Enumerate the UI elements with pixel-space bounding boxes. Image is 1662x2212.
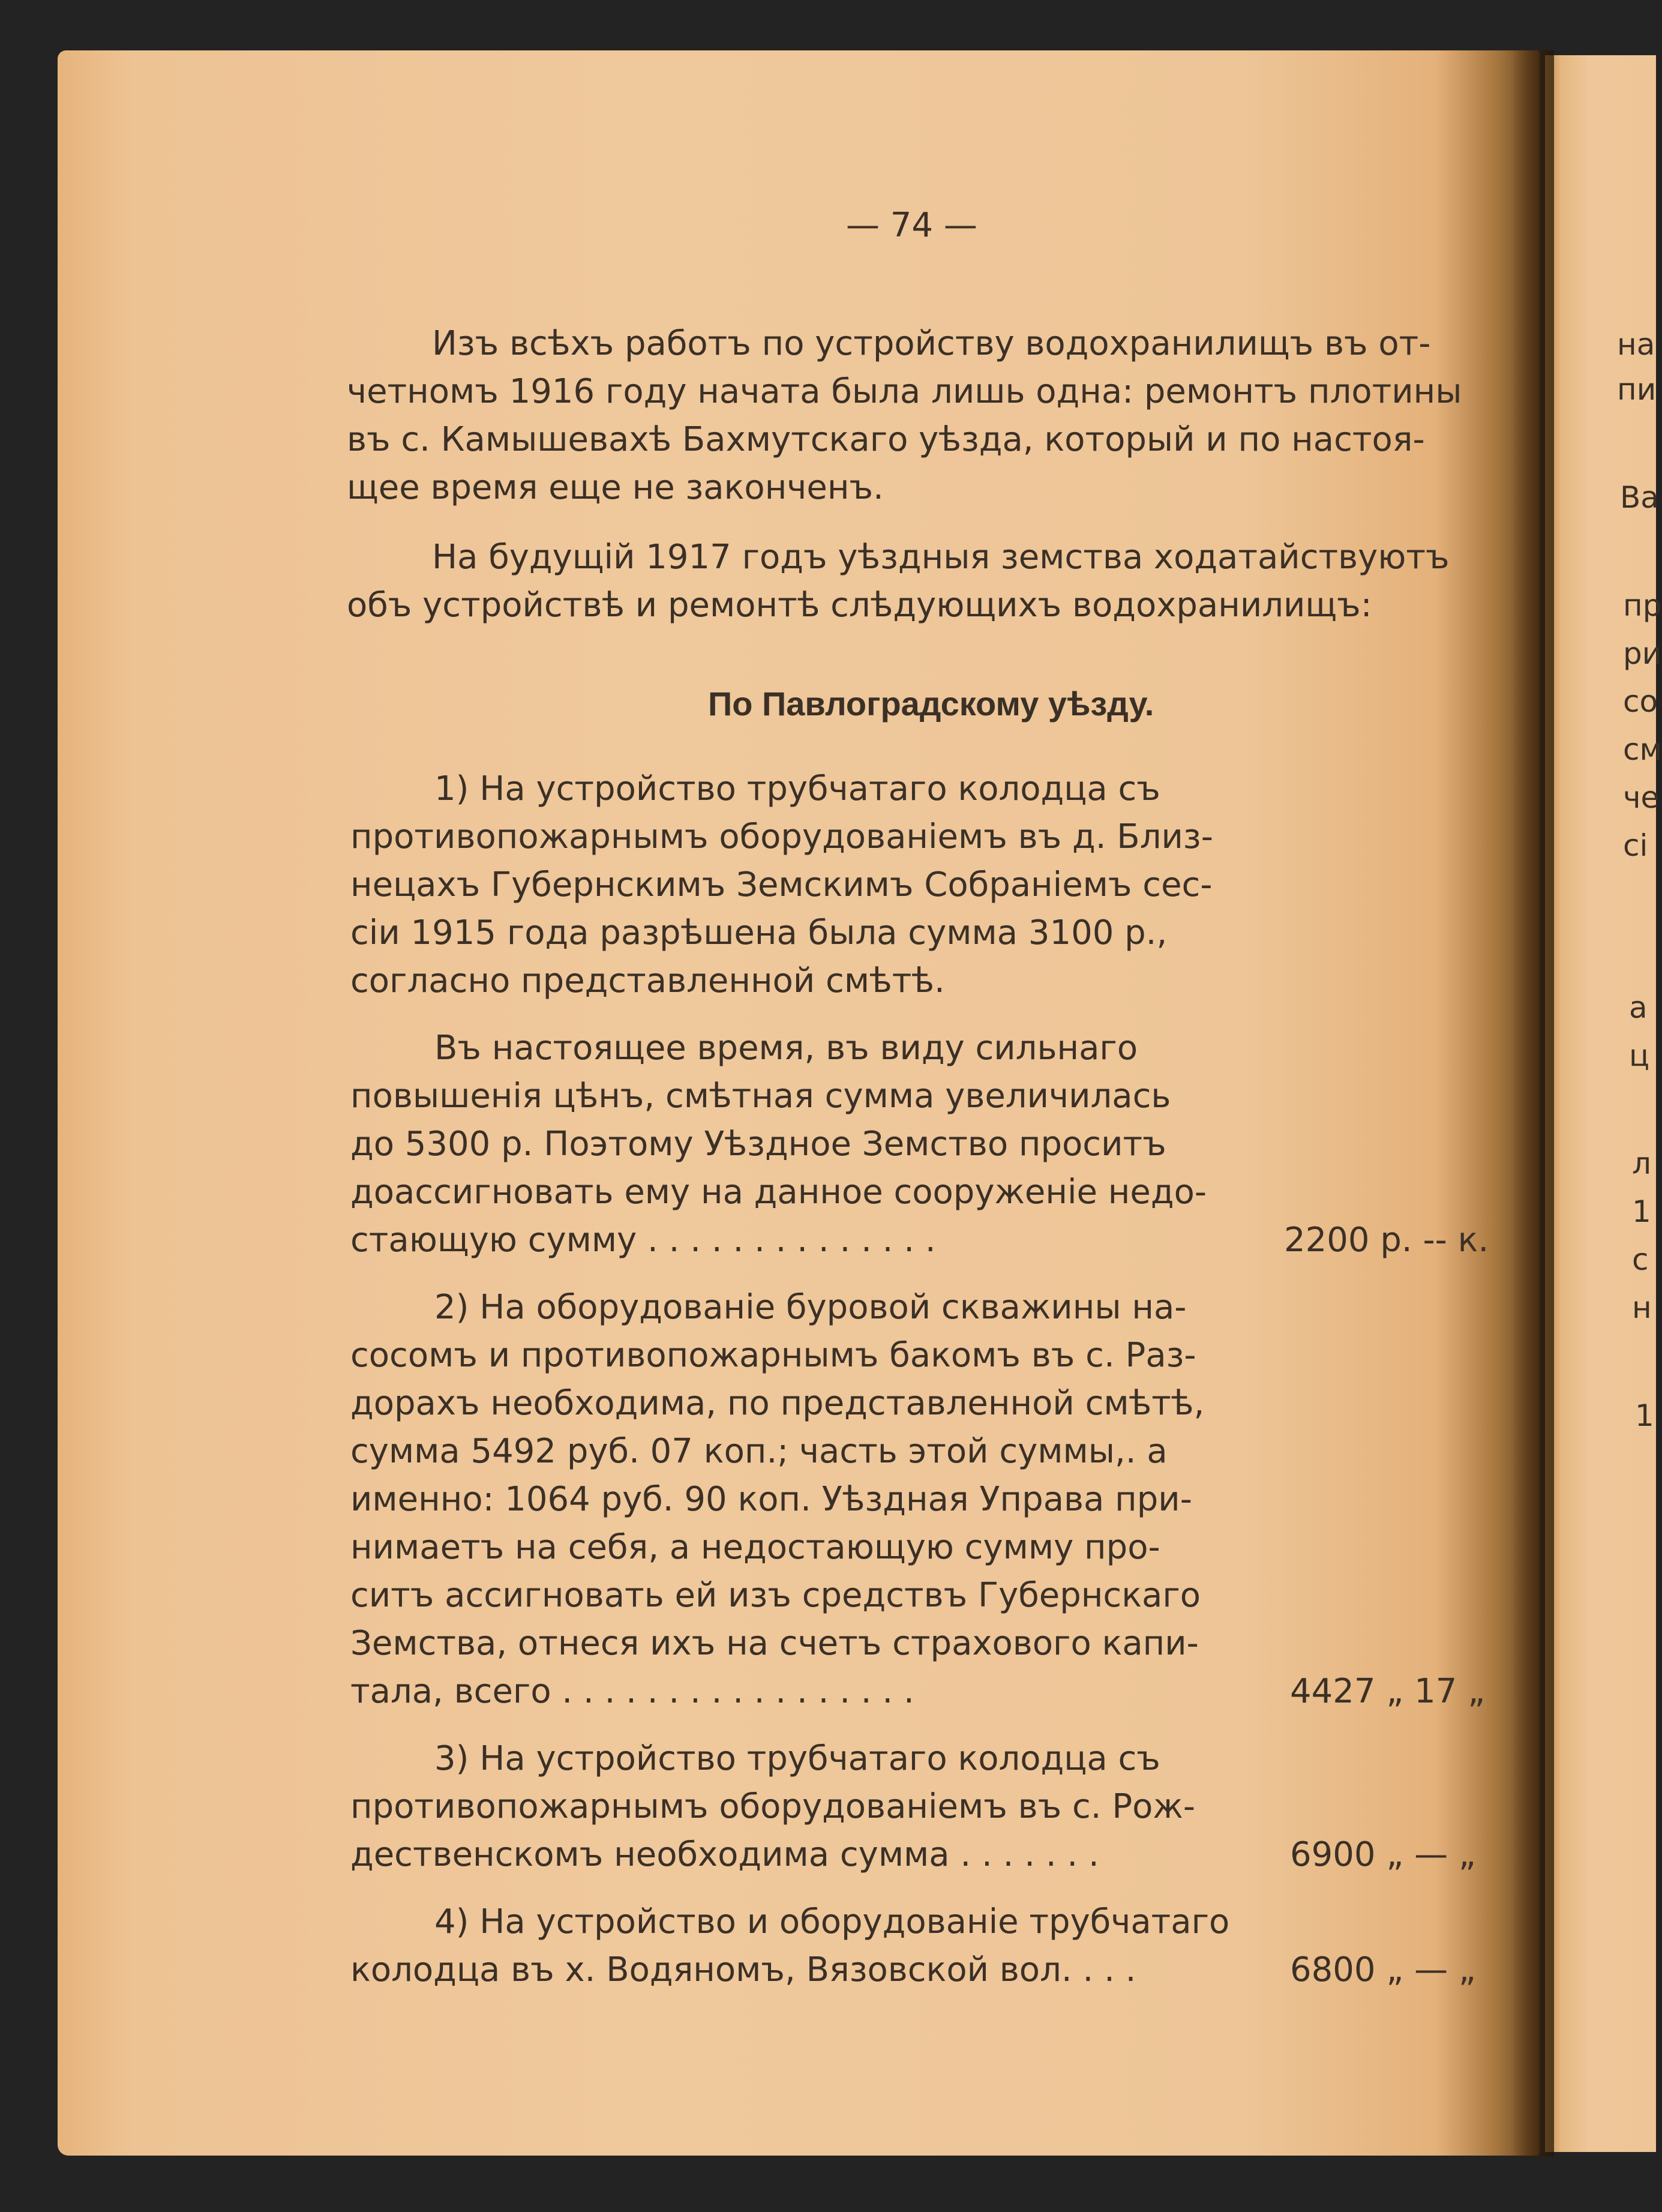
item4-line-2: колодца въ х. Водяномъ, Вязовской вол. . . .: [350, 1950, 1136, 1989]
right-page-edge: [1545, 55, 1656, 2152]
item1b-line-2: повышенія цѣнъ, смѣтная сумма увеличилась: [350, 1077, 1171, 1116]
item1-line-2: противопожарнымъ оборудованіемъ въ д. Близ-: [350, 817, 1213, 856]
item2-line-4: сумма 5492 руб. 07 коп.; часть этой суммы,. а: [350, 1432, 1168, 1471]
page-number: — 74 —: [846, 206, 977, 245]
page-gutter-shadow: [1512, 50, 1554, 2157]
right-page-fragment: Ва: [1620, 480, 1659, 515]
item2-line-9: тала, всего . . . . . . . . . . . . . . . . .: [350, 1672, 914, 1711]
item1b-line-1: Въ настоящее время, въ виду сильнаго: [434, 1029, 1138, 1068]
right-page-fragment: пи: [1617, 372, 1657, 407]
item2-line-2: сосомъ и противопожарнымъ бакомъ въ с. Раз-: [350, 1336, 1196, 1375]
item1-amount: 2200 р. -- к.: [1284, 1221, 1489, 1260]
item3-line-3: дественскомъ необходима сумма . . . . . . .: [350, 1835, 1099, 1874]
item4-line-1: 4) На устройство и оборудованіе трубчатаго: [434, 1902, 1230, 1941]
right-page-fragment: с: [1632, 1242, 1649, 1277]
right-page-fragment: 1: [1632, 1194, 1651, 1229]
item2-line-5: именно: 1064 руб. 90 коп. Уѣздная Управа при-: [350, 1480, 1192, 1519]
item3-line-1: 3) На устройство трубчатаго колодца съ: [434, 1739, 1160, 1778]
para1-line-1: Изъ всѣхъ работъ по устройству водохранилищъ въ от-: [432, 324, 1431, 363]
item3-amount: 6900 „ — „: [1290, 1835, 1476, 1874]
item1b-line-4: доассигновать ему на данное сооруженіе недо-: [350, 1173, 1207, 1212]
item1b-line-3: до 5300 р. Поэтому Уѣздное Земство проситъ: [350, 1125, 1166, 1164]
item4-amount: 6800 „ — „: [1290, 1950, 1476, 1989]
right-page-fragment: н: [1632, 1290, 1652, 1325]
right-page-fragment: со: [1623, 684, 1658, 719]
right-page-fragment: сі: [1623, 828, 1648, 863]
para2-line-1: На будущій 1917 годъ уѣздныя земства ходатайствуютъ: [432, 538, 1450, 577]
right-page-fragment: см: [1623, 732, 1662, 767]
item2-line-6: нимаетъ на себя, а недостающую сумму про-: [350, 1528, 1160, 1567]
item1-line-3: нецахъ Губернскимъ Земскимъ Собраніемъ сес-: [350, 865, 1213, 904]
right-page-fragment: че: [1623, 780, 1660, 815]
section-heading: По Павлоградскому уѣзду.: [708, 685, 1154, 723]
item1-line-1: 1) На устройство трубчатаго колодца съ: [434, 769, 1160, 808]
para1-line-4: щее время еще не законченъ.: [347, 468, 884, 507]
right-page-fragment: на: [1617, 327, 1655, 362]
item3-line-2: противопожарнымъ оборудованіемъ въ с. Рож-: [350, 1787, 1196, 1826]
item2-line-8: Земства, отнеся ихъ на счетъ страхового капи-: [350, 1624, 1199, 1663]
right-page-fragment: л: [1632, 1146, 1651, 1181]
right-page-fragment: ри: [1623, 636, 1662, 671]
para1-line-2: четномъ 1916 году начата была лишь одна: ремонтъ плотины: [347, 372, 1462, 411]
item1-line-4: сіи 1915 года разрѣшена была сумма 3100 р.,: [350, 913, 1168, 952]
para1-line-3: въ с. Камышевахѣ Бахмутскаго уѣзда, который и по настоя-: [347, 420, 1425, 459]
item2-line-7: ситъ ассигновать ей изъ средствъ Губернскаго: [350, 1576, 1201, 1615]
item1-line-5: согласно представленной смѣтѣ.: [350, 961, 945, 1000]
item2-line-1: 2) На оборудованіе буровой скважины на-: [434, 1288, 1187, 1327]
item2-line-3: дорахъ необходима, по представленной смѣтѣ,: [350, 1384, 1205, 1423]
item2-amount: 4427 „ 17 „: [1290, 1672, 1486, 1711]
item1b-line-5: стающую сумму . . . . . . . . . . . . . .: [350, 1221, 936, 1260]
para2-line-2: объ устройствѣ и ремонтѣ слѣдующихъ водохранилищъ:: [347, 586, 1372, 625]
right-page-fragment: пр: [1623, 588, 1662, 623]
right-page-fragment: ц: [1629, 1038, 1650, 1073]
right-page-fragment: а: [1629, 990, 1648, 1025]
right-page-fragment: 1: [1635, 1398, 1654, 1433]
